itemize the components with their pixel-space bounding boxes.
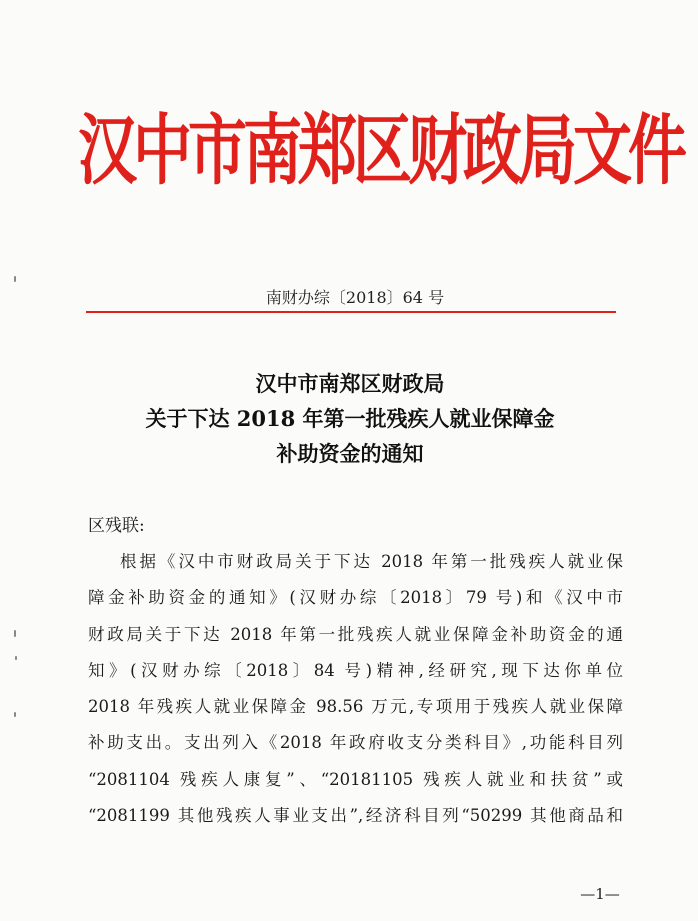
title-line-3: 补助资金的通知 — [276, 441, 424, 466]
title-line-2: 关于下达 2018 年第一批残疾人就业保障金 — [145, 406, 555, 431]
body-line: 财政局关于下达 2018 年第一批残疾人就业保障金补助资金的通 — [88, 625, 623, 644]
body-line: 根据《汉中市财政局关于下达 2018 年第一批残疾人就业保 — [120, 552, 623, 571]
body-line: 知》(汉财办综〔2018〕84 号)精神,经研究,现下达你单位 — [88, 661, 623, 680]
body-line: “2081104 残疾人康复”、“20181105 残疾人就业和扶贫”或 — [88, 770, 623, 789]
document-number: 南财办综〔2018〕64 号 — [265, 288, 445, 307]
scan-speck — [14, 630, 16, 637]
scan-speck — [14, 276, 16, 282]
body-line: 补助支出。支出列入《2018 年政府收支分类科目》,功能科目列 — [88, 733, 623, 752]
body-line: 2018 年残疾人就业保障金 98.56 万元,专项用于残疾人就业保障 — [88, 697, 623, 716]
scan-speck — [14, 712, 16, 717]
title-line-1: 汉中市南郑区财政局 — [255, 371, 445, 396]
body-line: “2081199 其他残疾人事业支出”,经济科目列“50299 其他商品和 — [88, 806, 623, 825]
body-line: 障金补助资金的通知》(汉财办综〔2018〕79 号)和《汉中市 — [88, 588, 623, 607]
page-number: —1— — [580, 885, 620, 903]
document-masthead: 汉中市南郑区财政局文件 — [78, 105, 684, 196]
salutation: 区残联: — [88, 516, 145, 536]
scan-speck — [15, 656, 17, 660]
red-divider-rule — [86, 311, 616, 313]
